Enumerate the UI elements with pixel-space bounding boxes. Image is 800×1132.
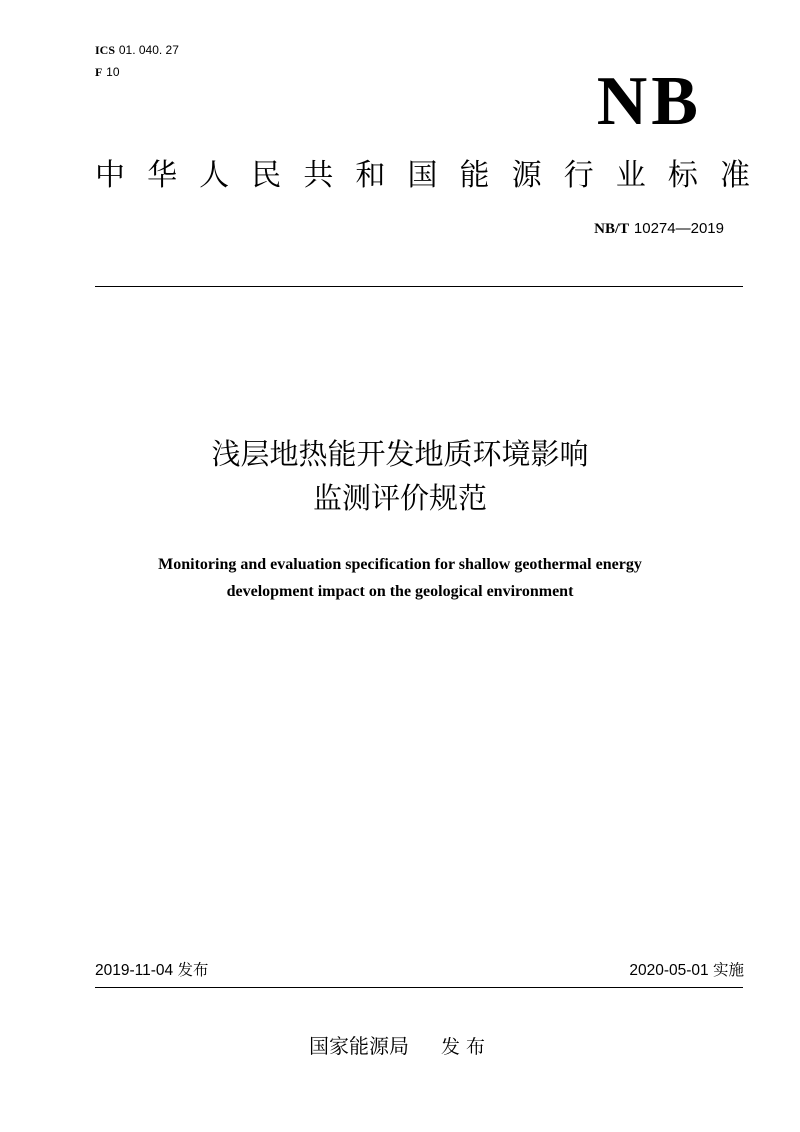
- class-label: F: [95, 65, 103, 79]
- publisher-action: 发布: [440, 1036, 491, 1058]
- category-char: 准: [719, 158, 750, 193]
- category-char: 能: [459, 158, 490, 193]
- title-zh-line-2: 监测评价规范: [312, 481, 487, 515]
- title-en-line-1: Monitoring and evaluation specification for shallow geothermal energy: [158, 556, 642, 573]
- class-code: [95, 64, 120, 80]
- category-char: 业: [615, 158, 646, 193]
- ics-code: 01. 040. 27: [118, 43, 179, 57]
- standard-number-value: 10274—2019: [633, 220, 724, 237]
- standard-number-prefix: NB/T: [594, 221, 630, 237]
- nb-logo: NB: [596, 63, 702, 140]
- issue-date: [95, 960, 208, 981]
- category-char: 源: [511, 158, 542, 193]
- category-char: 人: [199, 158, 230, 193]
- publisher: [0, 1032, 800, 1061]
- category-char: 标: [667, 158, 698, 193]
- top-divider: [95, 286, 743, 287]
- issue-date-label: 发布: [177, 961, 209, 979]
- category-char: 中: [95, 158, 125, 193]
- category-char: 国: [407, 158, 438, 193]
- category-char: 行: [563, 158, 594, 193]
- standard-number: [594, 218, 724, 239]
- implementation-date-label: 实施: [712, 961, 744, 979]
- issue-date-value: 2019-11-04: [95, 962, 174, 979]
- implementation-date: [629, 960, 744, 981]
- category-char: 共: [303, 158, 334, 193]
- standard-category-title: [95, 156, 750, 196]
- category-char: 华: [147, 158, 178, 193]
- ics-classification: [95, 42, 179, 58]
- title-en-line-2: development impact on the geological environment: [226, 583, 574, 600]
- publisher-name: 国家能源局: [308, 1034, 409, 1058]
- bottom-divider: [95, 987, 743, 988]
- class-number: 10: [106, 65, 120, 79]
- title-zh-line-1: 浅层地热能开发地质环境影响: [211, 437, 589, 471]
- implementation-date-value: 2020-05-01: [629, 962, 709, 979]
- category-char: 和: [355, 158, 386, 193]
- category-char: 民: [251, 158, 282, 193]
- ics-label: ICS: [95, 43, 116, 57]
